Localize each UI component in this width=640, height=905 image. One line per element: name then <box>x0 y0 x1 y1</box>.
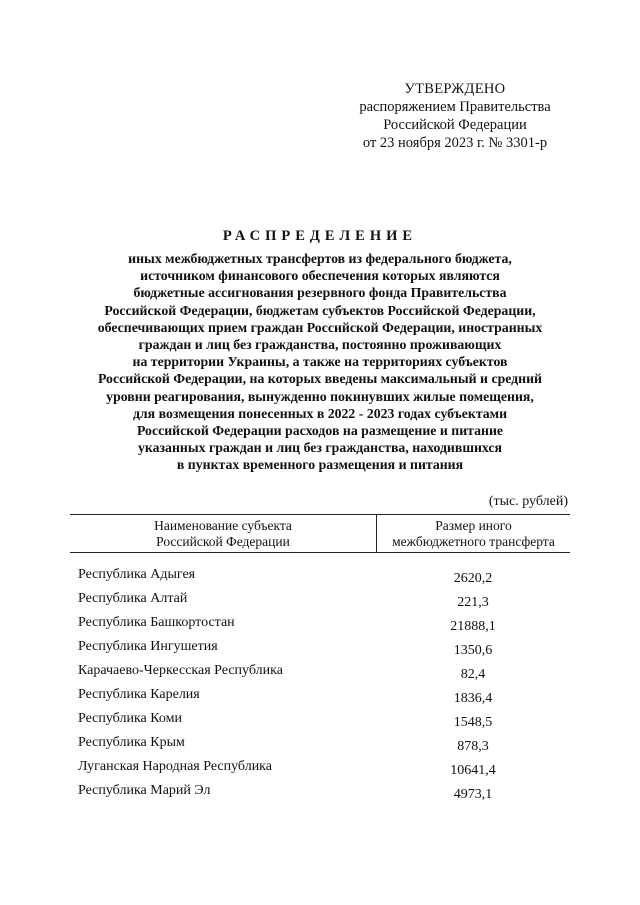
approval-line: от 23 ноября 2023 г. № 3301-р <box>362 135 548 151</box>
units-label: (тыс. рублей) <box>488 494 568 509</box>
subtitle-line: для возмещения понесенных в 2022 - 2023 годах субъектами <box>132 405 508 421</box>
subtitle-line: на территории Украины, а также на территориях субъектов <box>132 354 508 370</box>
transfer-amount: 878,3 <box>457 739 489 754</box>
subtitle-line: обеспечивающих прием граждан Российской Федерации, иностранных <box>97 319 543 335</box>
transfer-amount: 4973,1 <box>453 787 493 802</box>
table-header <box>70 514 570 553</box>
subtitle-line: Российской Федерации расходов на размещение и питание <box>136 423 504 439</box>
subtitle-line: источником финансового обеспечения которых являются <box>140 268 500 284</box>
subject-name: Республика Коми <box>78 711 182 726</box>
subject-name: Карачаево-Черкесская Республика <box>78 663 283 678</box>
table-row <box>70 663 570 687</box>
transfer-amount: 10641,4 <box>450 763 496 778</box>
column-header-amount <box>377 515 570 552</box>
subtitle-line: уровни реагирования, вынужденно покинувших жилые помещения, <box>106 388 534 404</box>
subject-name: Республика Алтай <box>78 591 188 606</box>
approval-stamp <box>340 80 570 152</box>
transfer-amount: 1836,4 <box>453 691 493 706</box>
document-subtitle <box>70 250 570 474</box>
transfer-amount: 82,4 <box>460 667 486 682</box>
header-line: Российской Федерации <box>156 534 290 549</box>
transfer-amount: 2620,2 <box>453 571 493 586</box>
subject-name: Республика Адыгея <box>78 567 196 582</box>
table-row <box>70 591 570 615</box>
table-row <box>70 735 570 759</box>
header-line: Наименование субъекта <box>154 518 292 533</box>
approval-line: распоряжением Правительства <box>359 99 551 115</box>
transfer-amount: 1350,6 <box>453 643 493 658</box>
subject-name: Республика Ингушетия <box>78 639 218 654</box>
subtitle-line: бюджетные ассигнования резервного фонда Правительства <box>133 285 507 301</box>
subject-name: Республика Крым <box>78 735 185 750</box>
header-line: Размер иного <box>435 518 512 533</box>
transfer-amount: 221,3 <box>457 595 489 610</box>
subject-name: Луганская Народная Республика <box>78 759 272 774</box>
subject-name: Республика Карелия <box>78 687 200 702</box>
document-title: РАСПРЕДЕЛЕНИЕ <box>222 228 418 244</box>
subtitle-line: граждан и лиц без гражданства, постоянно проживающих <box>138 337 502 353</box>
subtitle-line: Российской Федерации, на которых введены максимальный и средний <box>97 371 543 387</box>
approval-line: Российской Федерации <box>383 117 527 133</box>
table-row <box>70 711 570 735</box>
transfer-amount: 21888,1 <box>450 619 496 634</box>
table-row <box>70 687 570 711</box>
column-header-subject <box>70 515 377 552</box>
table-row <box>70 759 570 783</box>
subtitle-line: в пунктах временного размещения и питания <box>176 457 464 473</box>
subtitle-line: иных межбюджетных трансфертов из федерального бюджета, <box>128 251 512 266</box>
subject-name: Республика Башкортостан <box>78 615 235 630</box>
transfer-amount: 1548,5 <box>453 715 493 730</box>
table-body <box>70 567 570 807</box>
approval-heading: УТВЕРЖДЕНО <box>404 81 506 97</box>
table-row <box>70 567 570 591</box>
distribution-table <box>70 514 570 807</box>
table-row <box>70 783 570 807</box>
subtitle-line: указанных граждан и лиц без гражданства, находившихся <box>137 440 503 456</box>
table-row <box>70 639 570 663</box>
subject-name: Республика Марий Эл <box>78 783 211 798</box>
table-row <box>70 615 570 639</box>
header-line: межбюджетного трансферта <box>392 534 555 549</box>
subtitle-line: Российской Федерации, бюджетам субъектов Российской Федерации, <box>104 302 536 318</box>
